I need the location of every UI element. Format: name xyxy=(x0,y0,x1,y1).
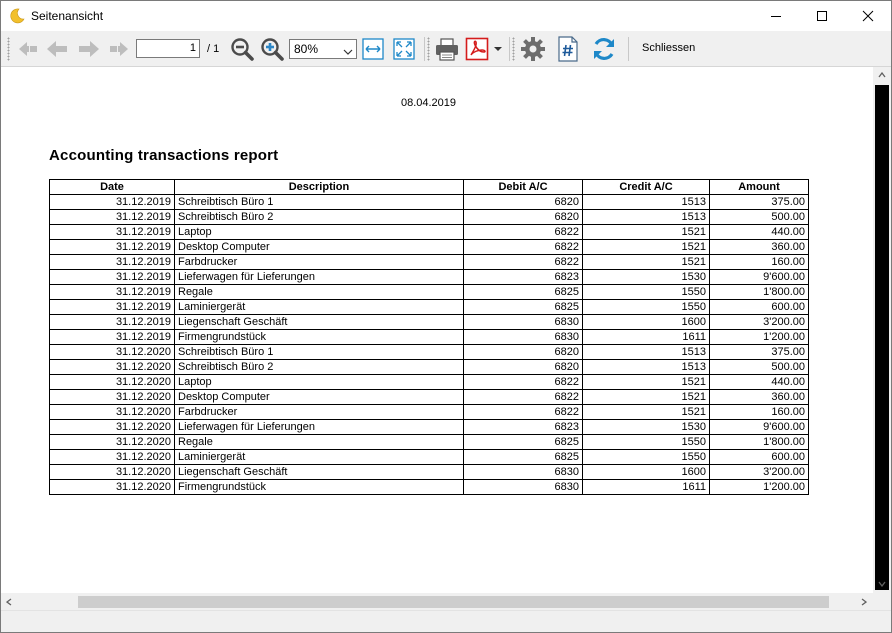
table-cell: 1530 xyxy=(583,270,710,285)
zoom-in-icon xyxy=(260,37,284,61)
table-cell: 31.12.2020 xyxy=(50,465,175,480)
table-cell: Schreibtisch Büro 2 xyxy=(175,360,464,375)
table-row xyxy=(50,330,809,345)
table-row xyxy=(50,345,809,360)
table-cell: Lieferwagen für Lieferungen xyxy=(175,270,464,285)
table-row xyxy=(50,270,809,285)
table-cell: 360.00 xyxy=(710,240,809,255)
next-page-button[interactable] xyxy=(76,35,102,63)
table-cell: 31.12.2019 xyxy=(50,255,175,270)
scroll-right-icon[interactable] xyxy=(861,598,867,606)
table-cell: 600.00 xyxy=(710,450,809,465)
table-cell: Farbdrucker xyxy=(175,405,464,420)
table-cell: 31.12.2019 xyxy=(50,330,175,345)
caret-down-icon xyxy=(493,44,503,54)
table-cell: Laminiergerät xyxy=(175,300,464,315)
scroll-up-icon[interactable] xyxy=(878,72,886,78)
toolbar-separator xyxy=(628,37,629,61)
horizontal-scroll-thumb[interactable] xyxy=(78,596,829,608)
table-cell: 1611 xyxy=(583,480,710,495)
settings-button[interactable] xyxy=(519,35,547,63)
column-header: Date xyxy=(50,180,175,195)
moon-app-icon xyxy=(9,8,25,24)
table-cell: 31.12.2020 xyxy=(50,450,175,465)
horizontal-scrollbar[interactable] xyxy=(1,593,873,610)
table-cell: 1513 xyxy=(583,195,710,210)
table-cell: 1521 xyxy=(583,405,710,420)
table-cell: Schreibtisch Büro 1 xyxy=(175,195,464,210)
minimize-icon xyxy=(770,10,782,22)
column-header: Debit A/C xyxy=(464,180,583,195)
table-cell: 1521 xyxy=(583,225,710,240)
first-page-button[interactable] xyxy=(15,35,41,63)
table-cell: Desktop Computer xyxy=(175,390,464,405)
maximize-button[interactable] xyxy=(799,1,845,31)
table-cell: Laminiergerät xyxy=(175,450,464,465)
table-cell: 6822 xyxy=(464,405,583,420)
table-cell: 6822 xyxy=(464,390,583,405)
table-row xyxy=(50,195,809,210)
table-cell: 6820 xyxy=(464,360,583,375)
table-cell: 1550 xyxy=(583,450,710,465)
table-cell: 160.00 xyxy=(710,405,809,420)
table-cell: 6822 xyxy=(464,375,583,390)
table-row xyxy=(50,210,809,225)
column-header: Credit A/C xyxy=(583,180,710,195)
table-cell: 1550 xyxy=(583,285,710,300)
table-row xyxy=(50,480,809,495)
export-pdf-button[interactable] xyxy=(464,35,490,63)
table-row xyxy=(50,240,809,255)
table-cell: 1521 xyxy=(583,390,710,405)
table-cell: 31.12.2019 xyxy=(50,210,175,225)
table-cell: 9'600.00 xyxy=(710,420,809,435)
table-cell: 500.00 xyxy=(710,210,809,225)
table-cell: 31.12.2019 xyxy=(50,300,175,315)
chevron-down-icon xyxy=(343,45,353,59)
table-cell: 6823 xyxy=(464,270,583,285)
table-cell: Lieferwagen für Lieferungen xyxy=(175,420,464,435)
previous-page-button[interactable] xyxy=(44,35,70,63)
zoom-in-button[interactable] xyxy=(259,35,285,63)
table-cell: 1550 xyxy=(583,435,710,450)
fit-width-icon xyxy=(362,38,384,60)
table-cell: 6830 xyxy=(464,465,583,480)
table-cell: 3'200.00 xyxy=(710,315,809,330)
table-cell: 1'200.00 xyxy=(710,480,809,495)
toolbar-separator xyxy=(424,37,425,61)
table-cell: 6830 xyxy=(464,315,583,330)
toolbar-grip xyxy=(512,37,515,61)
table-row xyxy=(50,360,809,375)
table-cell: 1521 xyxy=(583,375,710,390)
zoom-out-icon xyxy=(230,37,254,61)
printer-icon xyxy=(434,37,460,61)
table-cell: 6822 xyxy=(464,225,583,240)
table-cell: 6830 xyxy=(464,330,583,345)
table-cell: 500.00 xyxy=(710,360,809,375)
page-number-icon xyxy=(557,36,579,62)
page-total-label: / 1 xyxy=(207,43,220,55)
table-cell: 1521 xyxy=(583,255,710,270)
table-cell: 1'200.00 xyxy=(710,330,809,345)
table-cell: Farbdrucker xyxy=(175,255,464,270)
table-cell: 375.00 xyxy=(710,195,809,210)
table-cell: Laptop xyxy=(175,375,464,390)
table-cell: 31.12.2020 xyxy=(50,420,175,435)
table-cell: 1513 xyxy=(583,210,710,225)
table-header-row xyxy=(50,180,809,195)
table-row xyxy=(50,420,809,435)
table-row xyxy=(50,375,809,390)
fit-width-button[interactable] xyxy=(361,35,385,63)
vertical-scroll-thumb[interactable] xyxy=(875,85,889,590)
table-cell: 31.12.2019 xyxy=(50,285,175,300)
table-cell: 1521 xyxy=(583,240,710,255)
table-cell: 1600 xyxy=(583,465,710,480)
table-cell: 600.00 xyxy=(710,300,809,315)
toolbar-separator xyxy=(509,37,510,61)
page-numbering-button[interactable] xyxy=(556,35,580,63)
arrow-right-icon xyxy=(77,39,101,59)
table-cell: 1'800.00 xyxy=(710,285,809,300)
table-cell: 31.12.2020 xyxy=(50,360,175,375)
table-cell: 1550 xyxy=(583,300,710,315)
report-page xyxy=(1,67,873,593)
table-cell: 6825 xyxy=(464,450,583,465)
status-bar xyxy=(1,610,891,633)
table-cell: Regale xyxy=(175,285,464,300)
table-row xyxy=(50,405,809,420)
table-row xyxy=(50,435,809,450)
table-cell: Desktop Computer xyxy=(175,240,464,255)
table-cell: 6820 xyxy=(464,210,583,225)
table-cell: 31.12.2020 xyxy=(50,375,175,390)
table-row xyxy=(50,450,809,465)
table-cell: 31.12.2019 xyxy=(50,195,175,210)
table-cell: 31.12.2020 xyxy=(50,345,175,360)
table-cell: 6820 xyxy=(464,195,583,210)
table-row xyxy=(50,225,809,240)
toolbar xyxy=(1,31,891,67)
zoom-value: 80% xyxy=(294,42,319,56)
table-cell: 6822 xyxy=(464,240,583,255)
window-title: Seitenansicht xyxy=(31,9,104,23)
refresh-icon xyxy=(591,36,617,62)
arrow-left-icon xyxy=(45,39,69,59)
table-cell: Regale xyxy=(175,435,464,450)
table-cell: 6825 xyxy=(464,300,583,315)
print-button[interactable] xyxy=(434,35,460,63)
close-icon xyxy=(862,10,874,22)
minimize-button[interactable] xyxy=(753,1,799,31)
refresh-button[interactable] xyxy=(590,35,618,63)
table-row xyxy=(50,315,809,330)
table-cell: 1513 xyxy=(583,345,710,360)
table-row xyxy=(50,300,809,315)
table-cell: 31.12.2019 xyxy=(50,270,175,285)
table-cell: 6823 xyxy=(464,420,583,435)
vertical-scrollbar[interactable] xyxy=(873,67,891,593)
table-cell: 31.12.2019 xyxy=(50,315,175,330)
zoom-select[interactable] xyxy=(289,39,357,59)
table-cell: 31.12.2019 xyxy=(50,240,175,255)
table-cell: 6820 xyxy=(464,345,583,360)
table-cell: 6822 xyxy=(464,255,583,270)
table-row xyxy=(50,255,809,270)
last-page-icon xyxy=(107,39,131,59)
scroll-left-icon[interactable] xyxy=(6,598,12,606)
table-cell: Liegenschaft Geschäft xyxy=(175,465,464,480)
column-header: Amount xyxy=(710,180,809,195)
report-title: Accounting transactions report xyxy=(49,147,279,164)
close-window-button[interactable] xyxy=(845,1,891,31)
table-cell: 3'200.00 xyxy=(710,465,809,480)
table-cell: 1600 xyxy=(583,315,710,330)
table-cell: 6830 xyxy=(464,480,583,495)
zoom-out-button[interactable] xyxy=(229,35,255,63)
table-cell: 31.12.2020 xyxy=(50,390,175,405)
column-header: Description xyxy=(175,180,464,195)
last-page-button[interactable] xyxy=(106,35,132,63)
table-cell: 31.12.2020 xyxy=(50,405,175,420)
fit-page-button[interactable] xyxy=(392,35,416,63)
table-cell: Liegenschaft Geschäft xyxy=(175,315,464,330)
scroll-down-icon[interactable] xyxy=(878,581,886,587)
toolbar-grip xyxy=(7,37,10,61)
table-body xyxy=(50,195,809,495)
close-preview-button[interactable]: Schliessen xyxy=(642,42,696,54)
table-cell: 1513 xyxy=(583,360,710,375)
table-cell: Schreibtisch Büro 2 xyxy=(175,210,464,225)
table-cell: 31.12.2019 xyxy=(50,225,175,240)
table-cell: 1611 xyxy=(583,330,710,345)
maximize-icon xyxy=(816,10,828,22)
gear-icon xyxy=(520,36,546,62)
table-cell: 9'600.00 xyxy=(710,270,809,285)
table-cell: Laptop xyxy=(175,225,464,240)
export-dropdown-button[interactable] xyxy=(492,35,504,63)
table-row xyxy=(50,390,809,405)
table-cell: 1530 xyxy=(583,420,710,435)
table-cell: 6825 xyxy=(464,435,583,450)
table-cell: 360.00 xyxy=(710,390,809,405)
page-number-input[interactable]: 1 xyxy=(136,39,200,58)
title-bar xyxy=(1,1,891,31)
report-date: 08.04.2019 xyxy=(400,97,457,109)
table-cell: 31.12.2020 xyxy=(50,435,175,450)
toolbar-grip xyxy=(427,37,430,61)
table-cell: 31.12.2020 xyxy=(50,480,175,495)
table-cell: Firmengrundstück xyxy=(175,480,464,495)
table-cell: 1'800.00 xyxy=(710,435,809,450)
table-cell: Firmengrundstück xyxy=(175,330,464,345)
table-row xyxy=(50,465,809,480)
table-row xyxy=(50,285,809,300)
fit-page-icon xyxy=(393,38,415,60)
table-cell: 160.00 xyxy=(710,255,809,270)
first-page-icon xyxy=(16,39,40,59)
transactions-table xyxy=(49,179,809,495)
table-cell: 440.00 xyxy=(710,375,809,390)
table-cell: 375.00 xyxy=(710,345,809,360)
table-cell: Schreibtisch Büro 1 xyxy=(175,345,464,360)
table-cell: 6825 xyxy=(464,285,583,300)
pdf-icon xyxy=(465,37,489,61)
table-cell: 440.00 xyxy=(710,225,809,240)
